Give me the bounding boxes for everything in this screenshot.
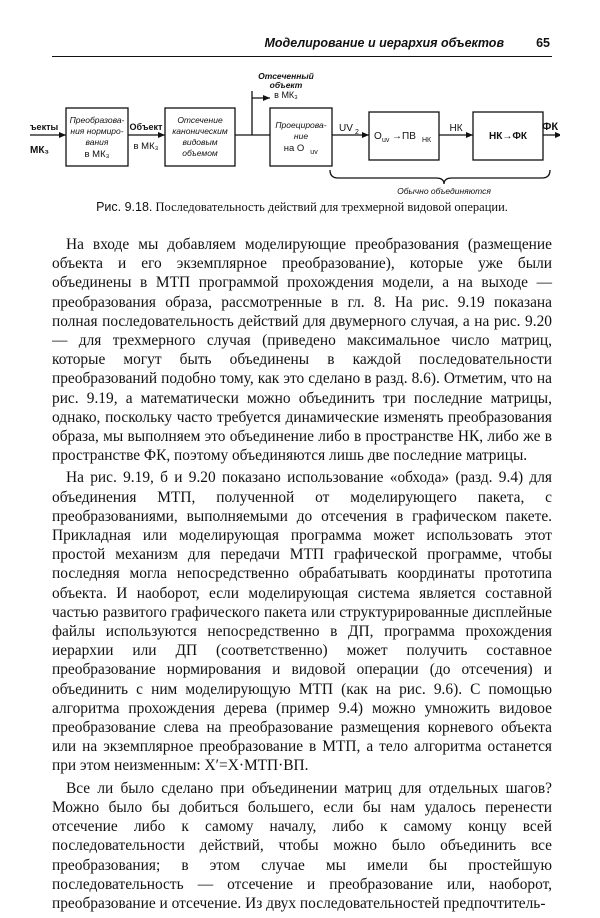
figure-caption — [52, 200, 552, 215]
body-text — [52, 235, 552, 913]
output-label: ФК — [541, 121, 559, 133]
box1-line4: в МК₃ — [84, 149, 110, 160]
box4-label-sub1: uv — [382, 137, 390, 144]
running-header — [52, 34, 552, 57]
brace-label: Обычно объединяются — [397, 186, 491, 196]
box3-line3-sub: uv — [310, 149, 318, 156]
box4-label-mid: →ПВ — [392, 131, 416, 142]
box2-line3: видовым — [182, 137, 218, 147]
input-label-top: ъекты — [30, 122, 59, 132]
box3-line1: Проецирова- — [275, 120, 327, 130]
running-title: Моделирование и иерархия объектов — [264, 36, 504, 50]
box3-line3: на O — [283, 143, 305, 154]
brace — [330, 170, 550, 184]
clipped-label-2: объект — [269, 80, 303, 90]
clipped-label-3: в МК₃ — [274, 90, 298, 100]
caption-text: Последовательность действий для трехмерной видовой операции. — [155, 200, 508, 214]
pipeline-diagram — [30, 68, 560, 196]
paragraph-3: Все ли было сделано при объединении матриц для отдельных шагов? Можно было бы добиться большего, если бы нам удалось перенести отсечение либо к самому началу, либо к самому концу всей последовательности действий, чтобы можно было объединить все преобразования; в этом случае мы имели бы простейшую последовательность — отсечение и преобразование или, наоборот, преобразование и отсечение. Из двух последовательностей предпочтитель- — [52, 779, 552, 912]
box2-line1: Отсечение — [177, 115, 223, 125]
box1-line3: вания — [85, 137, 109, 147]
box1-line2: ния нормиро- — [70, 126, 124, 136]
arrow3-label: UV — [339, 123, 353, 134]
page-number: 65 — [536, 36, 550, 50]
paragraph-2: На рис. 9.19, б и 9.20 показано использование «обхода» (разд. 9.4) для объединения МТП, полученной от моделирующего пакета, с преобразованиями, выполняемыми до отсечения в графическом пакете. Прикладная или моделирующая программа может использовать этот простой механизм для передачи МТП графической программе, чтобы последняя могла непосредственно обрабатывать координаты прототипа объекта. И наоборот, если моделирующая система является составной частью развитого графического пакета или структурированные дисплейные файлы используются непосредственно в ДП, программа прохождения иерархии или ДП (соответственно) может получить составное преобразование нормирования и видовой операции (до отсечения) и объединить с ним моделирующую МТП (как на рис. 9.6). С помощью алгоритма прохождения дерева (пример 9.4) можно умножить видовое преобразование слева на преобразование размещения корневого объекта или на экземплярное преобразование в МТП, а тело алгоритма останется при этом неизменным: X′=X·МТП·ВП. — [52, 469, 552, 775]
box5-label: НК→ФК — [489, 131, 527, 142]
arrow1-label-top: Объект — [129, 122, 163, 132]
caption-number: Рис. 9.18. — [96, 200, 153, 214]
box4-label-o: O — [374, 131, 382, 142]
clipped-label-1: Отсеченный — [258, 71, 314, 81]
box4-label-sub2: НК — [422, 137, 432, 144]
box1-line1: Преобразова- — [69, 115, 125, 125]
box2-line4: объемом — [182, 148, 218, 158]
arrow4-label: НК — [449, 123, 463, 134]
arrow3-label-sub: 2 — [355, 129, 359, 136]
arrow1-label-bottom: в МК₃ — [133, 141, 159, 152]
box2-line2: каноническим — [172, 126, 228, 136]
box3-line2: ние — [293, 131, 309, 141]
input-label-bottom: МК₃ — [30, 145, 50, 156]
paragraph-1: На входе мы добавляем моделирующие преобразования (размещение объекта и его экземплярное преобразование), которые уже были объединены в МТП программой прохождения модели, а на выходе — преобразования образа, рассмотренные в гл. 8. На рис. 9.19 показана полная последовательность действий для двумерного случая, а на рис. 9.20 — для трехмерного случая (приведено максимальное число матриц, которые могут быть объединены в каждой последовательности преобразований подобно тому, как это сделано в разд. 8.6). Отметим, что на рис. 9.19, а математически можно объединить три последние матрицы, однако, поскольку часто требуется динамические изменять преобразования образа, мы выполняем это объединение либо в пространстве НК, либо же в пространстве ФК, поэтому объединяются лишь две последние матрицы. — [52, 236, 552, 465]
